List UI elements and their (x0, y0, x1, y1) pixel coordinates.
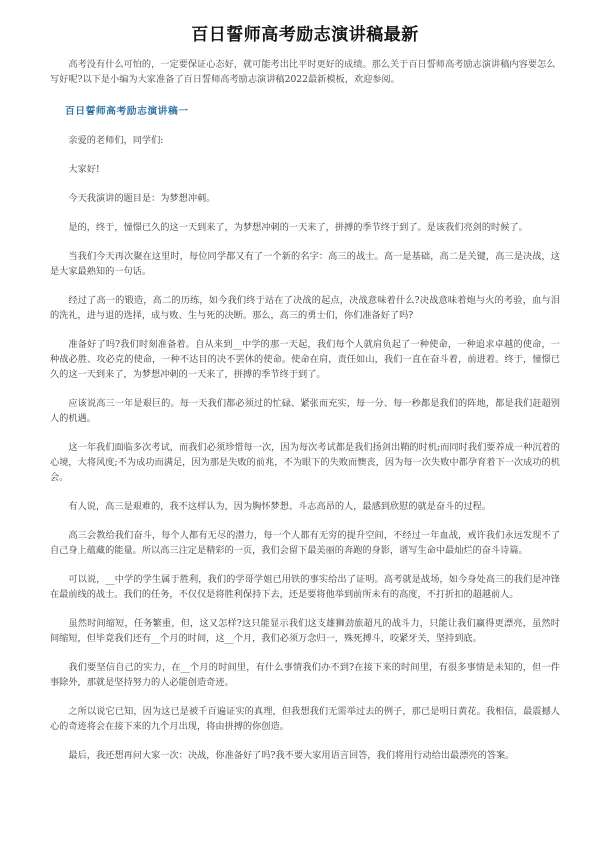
paragraph-greeting: 亲爱的老师们，同学们: (68, 135, 164, 146)
paragraph: 可以说，__中学的学生属于胜利，我们的学哥学姐已用铁的事实给出了证明。高考就是战场，如今身处高三的我们是冲锋在最前线的战士。我们的任务，不仅仅是将胜利保持下去，还是要将他举到前所未有的高度，不打折扣的超越前人。 (50, 574, 560, 600)
paragraph: 是的，终于，憧憬已久的这一天到来了，为梦想冲刺的一天来了，拼搏的季节终于到了。是该我们亮剑的时候了。 (68, 222, 528, 233)
paragraph: 经过了高一的锻造，高二的历练，如今我们终于站在了决战的起点，决战意味着什么?决战意味着炮与火的考验，血与泪的洗礼，进与退的选择，成与败、生与死的决断。那么，高三的勇士们，你们准备好了吗? (50, 295, 560, 321)
paragraph: 有人说，高三是艰难的，我不这样认为，因为胸怀梦想、斗志高昂的人，最感到欣慰的就是奋斗的过程。 (68, 501, 492, 512)
paragraph: 虽然时间缩短，任务繁重，但，这又怎样?这只能显示我们这支雄狮劲旅超凡的战斗力，只能让我们赢得更漂亮，虽然时间缩短，但毕竟我们还有__个月的时间，这__个月，我们必须万念归一，殊死搏斗，咬紧牙关，坚持到底。 (50, 618, 560, 644)
paragraph: 这一年我们面临多次考试，而我们必须珍惜每一次，因为每次考试都是我们扬剑出鞘的时机;而同时我们要养成一种沉着的心境，大将风度;不为成功而满足，因为那是失败的前兆，不为眼下的失败而懊丧，因为每一次失败中都孕育着下一次成功的机会。 (50, 442, 560, 483)
paragraph: 准备好了吗?我们时刻准备着。自从来到__中学的那一天起，我们每个人就肩负起了一种使命，一种追求卓越的使命，一种战必胜、攻必克的使命，一种不达目的决不罢休的使命。使命在肩，责任如山，我们一直在奋斗着，前进着。终于，憧憬已久的这一天到来了，为梦想冲刺的一天来了，拼搏的季节终于到了。 (50, 339, 560, 380)
paragraph: 之所以说它已知，因为这已是被千百遍证实的真理，但我想我们无需举过去的例子，那已是明日黄花。我相信，最震撼人心的奇迹将会在接下来的九个月出现，将由拼搏的你创造。 (50, 706, 560, 732)
paragraph-hello: 大家好! (68, 164, 100, 175)
paragraph-closing: 最后，我还想再问大家一次：决战，你准备好了吗?我不要大家用语言回答，我们将用行动给出最漂亮的答案。 (68, 750, 515, 761)
paragraph-topic: 今天我演讲的题目是：为梦想冲刺。 (68, 193, 216, 204)
speech-body (50, 133, 560, 763)
paragraph: 我们要坚信自己的实力，在__个月的时间里，有什么事情我们办不到?在接下来的时间里，有很多事情是未知的，但一件事除外，那就是坚持努力的人必能创造奇迹。 (50, 662, 560, 688)
section-subtitle: 百日誓师高考励志演讲稿一 (65, 106, 189, 117)
paragraph: 应该说高三一年是艰巨的。每一天我们都必须过的忙碌、紧张而充实，每一分、每一秒都是我们的阵地，都是我们赶超别人的机遇。 (50, 398, 560, 424)
paragraph: 高三会教给我们奋斗，每个人都有无尽的潜力，每一个人都有无穷的提升空间，不经过一年血战，戒许我们永远发现不了自己身上蕴藏的能量。所以高三注定是精彩的一页，我们会留下最美丽的奔跑的身影，谱写生命中最灿烂的奋斗诗篇。 (50, 530, 560, 556)
paragraph: 当我们今天再次聚在这里时，每位同学都又有了一个新的名字：高三的战士。高一是基础，高二是关键，高三是决战，这是大家最熟知的一句话。 (50, 251, 560, 277)
page-title: 百日誓师高考励志演讲稿最新 (191, 25, 419, 45)
intro-paragraph: 高考没有什么可怕的，一定要保证心态好，就可能考出比平时更好的成绩。那么关于百日誓师高考励志演讲稿内容要怎么写好呢?以下是小编为大家准备了百日誓师高考励志演讲稿2022最新模板，欢迎参阅。 (50, 59, 556, 85)
